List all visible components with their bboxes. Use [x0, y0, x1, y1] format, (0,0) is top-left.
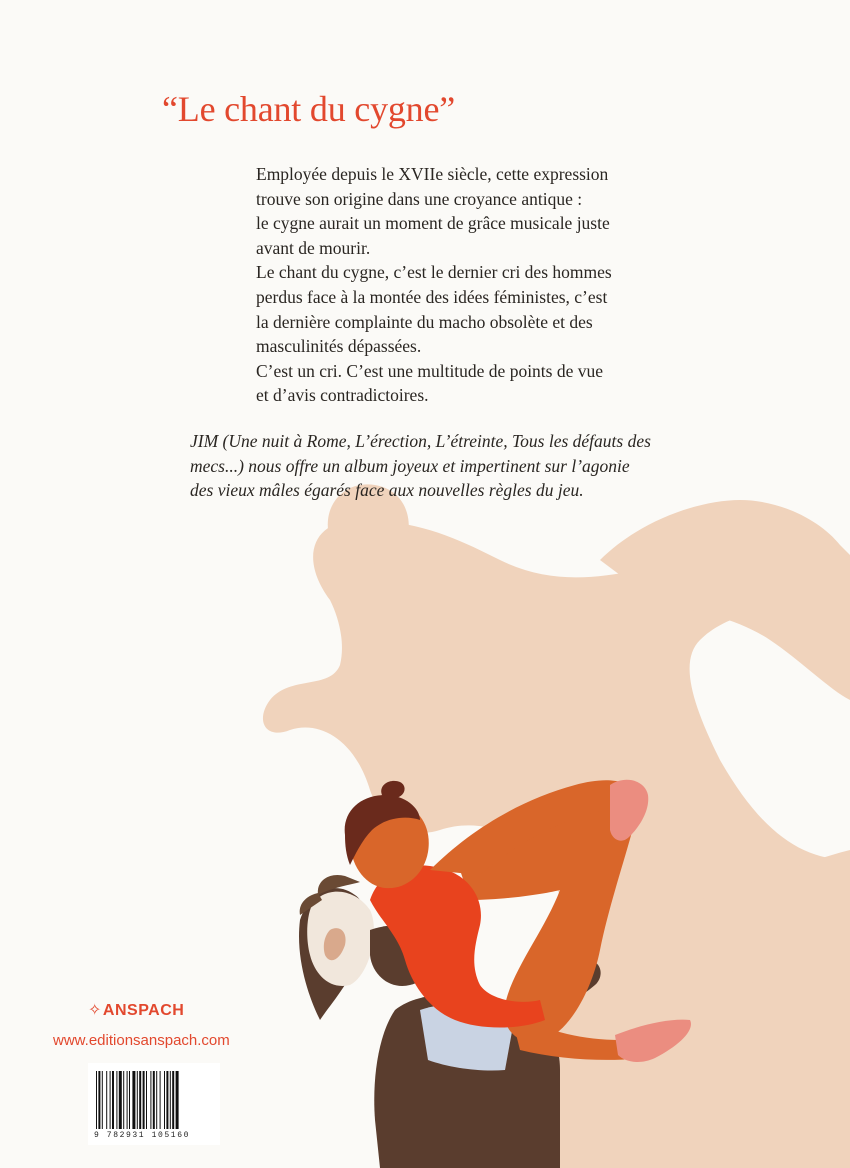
synopsis-line: Employée depuis le XVIIe siècle, cette expression [256, 164, 609, 184]
book-title: “Le chant du cygne” [162, 89, 456, 129]
barcode-bar [146, 1071, 147, 1129]
barcode-bar [119, 1071, 122, 1129]
barcode-bar [96, 1071, 97, 1129]
barcode [88, 1063, 220, 1145]
author-blurb [190, 429, 750, 503]
barcode-bar [132, 1071, 135, 1129]
publisher-logo [88, 1000, 184, 1020]
publisher-website[interactable]: www.editionsanspach.com [53, 1032, 230, 1049]
synopsis-line: C’est un cri. C’est une multitude de points de vue [256, 360, 604, 381]
barcode-bar [116, 1071, 117, 1129]
synopsis-line: perdus face à la montée des idées féministes, c’est [256, 286, 608, 307]
synopsis-line: avant de mourir. [256, 237, 371, 258]
synopsis-line: et d’avis contradictoires. [256, 385, 429, 406]
synopsis-line: le cygne aurait un moment de grâce musicale juste [256, 213, 610, 234]
blurb-line: des vieux mâles égarés face aux nouvelles règles du jeu. [190, 480, 584, 501]
barcode-bar [98, 1071, 100, 1129]
barcode-bar [110, 1071, 111, 1129]
barcode-bars [88, 1063, 220, 1131]
synopsis-line: masculinités dépassées. [256, 336, 422, 357]
barcode-bar [153, 1071, 155, 1129]
barcode-bar [172, 1071, 174, 1129]
synopsis-line: Le chant du cygne, c’est le dernier cri des hommes [256, 262, 612, 283]
barcode-bar [139, 1071, 141, 1129]
synopsis-line: la dernière complainte du macho obsolète et des [256, 311, 593, 332]
barcode-bar [102, 1071, 103, 1129]
barcode-bar [156, 1071, 157, 1129]
publisher-name: ANSPACH [102, 1002, 185, 1019]
barcode-bar [150, 1071, 151, 1129]
barcode-bar [123, 1071, 124, 1129]
barcode-bar [160, 1071, 161, 1129]
barcode-bar [164, 1071, 165, 1129]
barcode-bar [127, 1071, 128, 1129]
barcode-bar [137, 1071, 138, 1129]
barcode-digits: 9 782931 105160 [94, 1131, 191, 1140]
barcode-bar [176, 1071, 179, 1129]
blurb-line: JIM (Une nuit à Rome, L’érection, L’étreinte, Tous les défauts des [190, 431, 651, 451]
barcode-bar [166, 1071, 168, 1129]
publisher-star-icon: ✧ [88, 1002, 102, 1019]
barcode-bar [143, 1071, 145, 1129]
synopsis-line: trouve son origine dans une croyance antique : [256, 188, 583, 209]
barcode-bar [170, 1071, 171, 1129]
blurb-line: mecs...) nous offre un album joyeux et impertinent sur l’agonie [190, 455, 630, 476]
barcode-bar [129, 1071, 130, 1129]
synopsis-paragraph [256, 162, 676, 408]
barcode-bar [106, 1071, 107, 1129]
barcode-bar [112, 1071, 114, 1129]
